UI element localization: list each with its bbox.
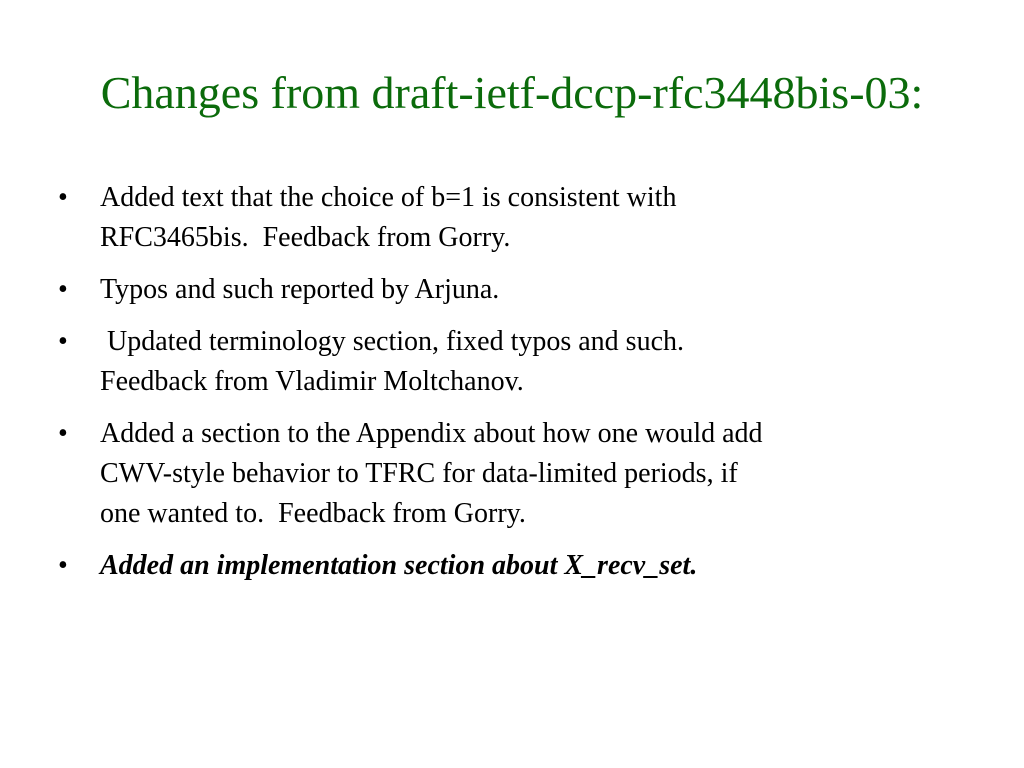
bullet-icon: • — [58, 182, 68, 213]
bullet-text: Added text that the choice of b=1 is consistent with RFC3465bis. Feedback from Gorry. — [100, 182, 677, 253]
bullet-text: Updated terminology section, fixed typos and such. Feedback from Vladimir Moltchanov. — [100, 326, 684, 397]
bullet-item — [58, 270, 938, 310]
bullet-text-emphasized: Added an implementation section about X_recv_set. — [100, 550, 698, 581]
bullet-list — [58, 178, 938, 586]
bullet-text: Typos and such reported by Arjuna. — [100, 274, 500, 305]
bullet-item — [58, 178, 938, 258]
bullet-icon: • — [58, 274, 68, 305]
bullet-item — [58, 322, 938, 402]
bullet-icon: • — [58, 326, 68, 357]
bullet-item — [58, 546, 938, 586]
bullet-icon: • — [58, 418, 68, 449]
bullet-icon: • — [58, 550, 68, 581]
bullet-text: Added a section to the Appendix about how one would add CWV-style behavior to TFRC for data-limited periods, if one wanted to. Feedback from Gorry. — [100, 418, 763, 529]
bullet-item — [58, 414, 938, 534]
slide-title: Changes from draft-ietf-dccp-rfc3448bis-03: — [100, 67, 924, 118]
